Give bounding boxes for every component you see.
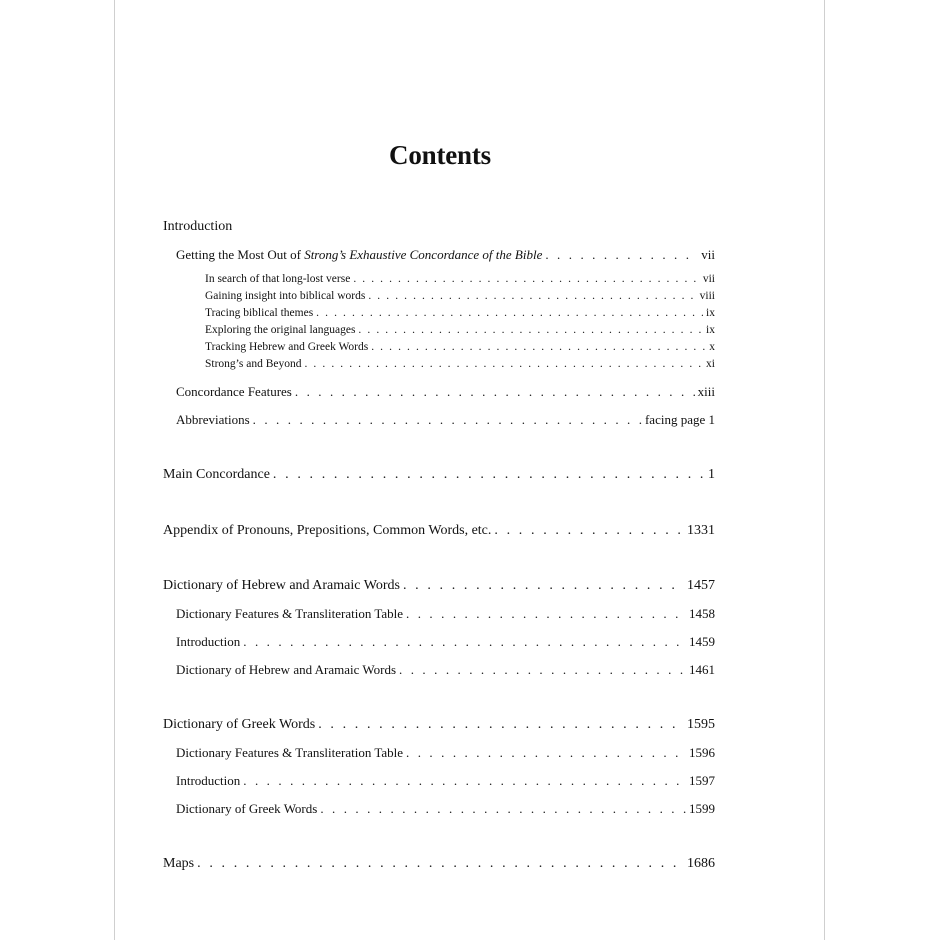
leader-dots <box>358 324 703 336</box>
toc-entry-label: Getting the Most Out of Strong’s Exhaustive Concordance of the Bible <box>176 247 543 262</box>
toc-page-number: 1686 <box>687 856 715 871</box>
toc-entry-label: Dictionary of Greek Words <box>163 717 316 732</box>
toc-page-number: viii <box>699 290 715 302</box>
leader-dots <box>243 773 686 789</box>
toc-subentry[interactable] <box>205 307 715 319</box>
toc-subentry[interactable] <box>176 745 715 761</box>
toc-subentry[interactable] <box>205 290 715 302</box>
toc-entry-label: Dictionary of Hebrew and Aramaic Words <box>176 662 397 677</box>
leader-dots <box>295 384 695 400</box>
toc-entry-label: Dictionary of Greek Words <box>176 801 318 816</box>
toc-subentry[interactable] <box>205 358 715 370</box>
toc-entry-label: Introduction <box>176 773 241 788</box>
toc-entry-label: Gaining insight into biblical words <box>205 290 366 302</box>
toc-page-number: vii <box>701 247 715 262</box>
leader-dots <box>304 358 703 370</box>
toc-entry-label: Tracing biblical themes <box>205 307 314 319</box>
leader-dots <box>371 341 706 353</box>
toc-page-number: 1599 <box>689 801 715 816</box>
toc-entry-concordance-features[interactable] <box>176 384 715 400</box>
toc-heading-introduction: Introduction <box>163 219 233 234</box>
toc-page-number: vii <box>702 273 715 285</box>
toc-entry-label: Abbreviations <box>176 412 250 427</box>
toc-page-number: x <box>709 341 715 353</box>
toc-page-number: 1 <box>708 467 715 482</box>
toc-entry-maps[interactable] <box>163 856 715 872</box>
toc-entry-label: Maps <box>163 856 195 871</box>
toc-subentry[interactable] <box>176 801 715 817</box>
leader-dots <box>273 467 705 483</box>
toc-page-number: 1596 <box>689 745 715 760</box>
leader-dots <box>494 523 684 539</box>
toc-entry-label: Concordance Features <box>176 384 292 399</box>
leader-dots <box>399 662 686 678</box>
leader-dots <box>368 290 696 302</box>
toc-entry-label: Dictionary Features & Transliteration Table <box>176 606 404 621</box>
toc-page-number: 1597 <box>689 773 715 788</box>
toc-page-number: 1457 <box>687 578 715 593</box>
leader-dots <box>316 307 703 319</box>
toc-subentry[interactable] <box>205 341 715 353</box>
toc-page-number: 1461 <box>689 662 715 677</box>
toc-page-number: ix <box>706 324 715 336</box>
toc-entry-hebrew-dictionary[interactable] <box>163 578 715 594</box>
leader-dots <box>243 634 686 650</box>
toc-subentry[interactable] <box>176 662 715 678</box>
toc-entry-label: In search of that long-lost verse <box>205 273 351 285</box>
toc-subentry[interactable] <box>205 273 715 285</box>
toc-entry-label: Appendix of Pronouns, Prepositions, Common Words, etc. <box>163 523 492 538</box>
page-title: Contents <box>389 140 491 170</box>
toc-entry-label: Strong’s and Beyond <box>205 358 302 370</box>
toc-page-number: 1331 <box>687 523 715 538</box>
toc-entry-label: Exploring the original languages <box>205 324 356 336</box>
toc-entry-appendix[interactable] <box>163 523 715 539</box>
leader-dots <box>406 745 686 761</box>
toc-page-number: xi <box>706 358 715 370</box>
toc-entry-abbreviations[interactable] <box>176 412 715 428</box>
toc-page-number: xiii <box>697 384 715 399</box>
toc-page-number: 1458 <box>689 606 715 621</box>
leader-dots <box>320 801 686 817</box>
leader-dots <box>353 273 700 285</box>
toc-entry-greek-dictionary[interactable] <box>163 717 715 733</box>
leader-dots <box>403 578 684 594</box>
toc-entry-label: Introduction <box>176 634 241 649</box>
toc-subentry[interactable] <box>205 324 715 336</box>
leader-dots <box>406 606 686 622</box>
toc-entry-getting-most-out[interactable] <box>176 247 715 263</box>
toc-entry-main-concordance[interactable] <box>163 467 715 483</box>
toc-entry-label: Dictionary of Hebrew and Aramaic Words <box>163 578 400 593</box>
toc-page-number: 1595 <box>687 717 715 732</box>
toc-subentry[interactable] <box>176 773 715 789</box>
toc-entry-label: Dictionary Features & Transliteration Table <box>176 745 404 760</box>
toc-entry-label: Main Concordance <box>163 467 270 482</box>
book-title: Strong’s Exhaustive Concordance of the Bible <box>304 247 543 262</box>
leader-dots <box>545 247 698 263</box>
leader-dots <box>197 856 684 872</box>
toc-page-number: 1459 <box>689 634 715 649</box>
toc-subentry[interactable] <box>176 606 715 622</box>
toc-subentry[interactable] <box>176 634 715 650</box>
toc-page-number: facing page 1 <box>644 412 715 427</box>
leader-dots <box>253 412 642 428</box>
toc-entry-label: Tracking Hebrew and Greek Words <box>205 341 369 353</box>
toc-page-number: ix <box>706 307 715 319</box>
leader-dots <box>318 717 684 733</box>
